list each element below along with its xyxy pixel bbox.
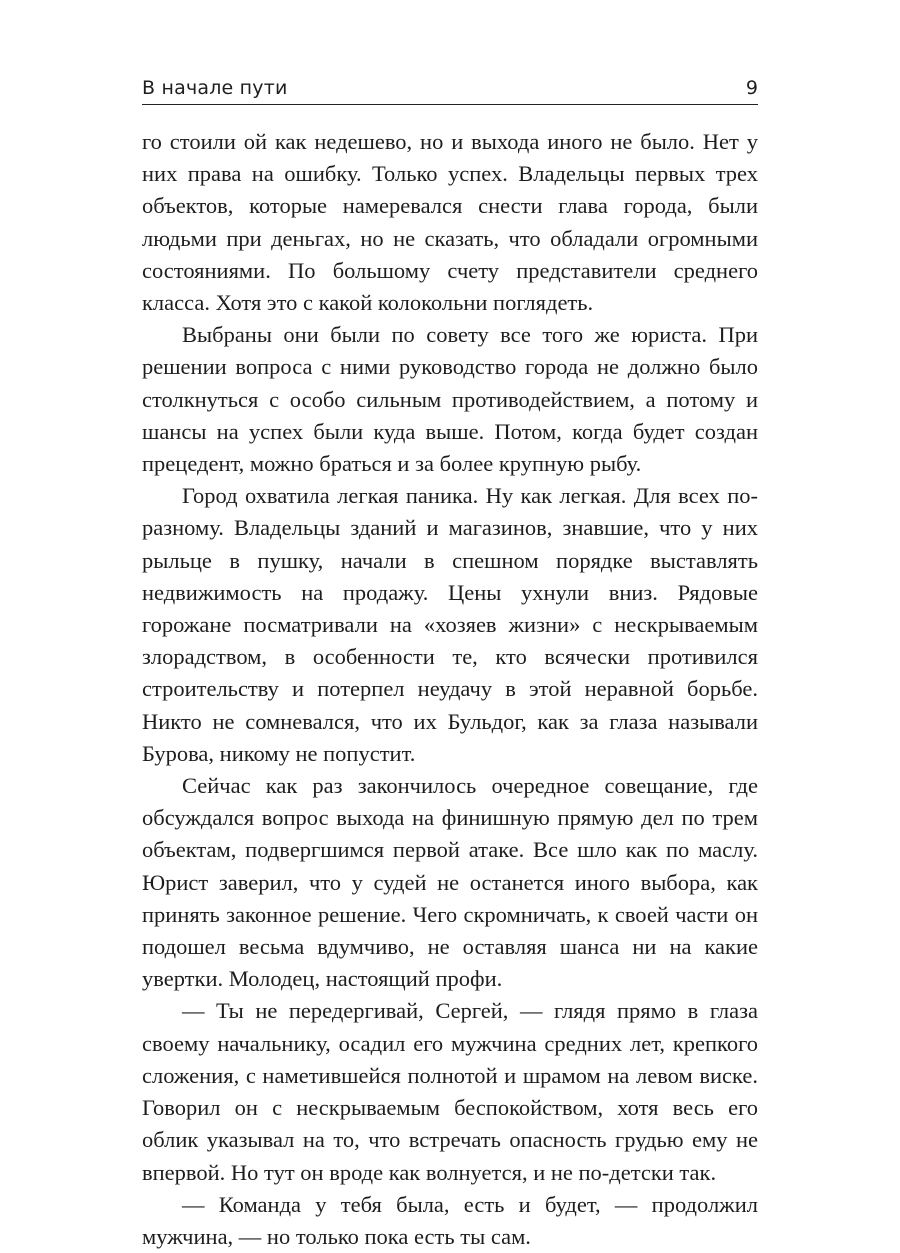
running-header [142, 74, 758, 105]
running-title: В начале пути [142, 77, 288, 99]
paragraph: Выбраны они были по совету все того же юриста. При решении вопроса с ними руководство города не должно было столкнуться с особо сильным противодействием, а потому и шансы на успех были куда выше. Потом, когда будет создан прецедент, можно браться и за более крупную рыбу. [142, 322, 758, 477]
page-number: 9 [745, 77, 758, 99]
body-text [142, 126, 758, 1253]
dialogue-paragraph: — Команда у тебя была, есть и будет, — продолжил мужчина, — но только пока есть ты сам. [142, 1191, 758, 1249]
paragraph-continuation: го стоили ой как недешево, но и выхода иного не было. Нет у них права на ошибку. Только успех. Владельцы первых трех объектов, которые намеревался снести глава города, были людьми при деньгах, но не сказать, что обладали огромными состояниями. По большому счету представители среднего класса. Хотя это с какой колокольни поглядеть. [142, 129, 758, 316]
dialogue-paragraph: — Ты не передергивай, Сергей, — глядя прямо в глаза своему начальнику, осадил его мужчина средних лет, крепкого сложения, с наметившейся полнотой и шрамом на левом виске. Говорил он с нескрываемым беспокойством, хотя весь его облик указывал на то, что встречать опасность грудью ему не впервой. Но тут он вроде как волнуется, и не по-детски так. [142, 998, 758, 1185]
paragraph: Город охватила легкая паника. Ну как легкая. Для всех по-разному. Владельцы зданий и магазинов, знавшие, что у них рыльце в пушку, начали в спешном порядке выставлять недвижимость на продажу. Цены ухнули вниз. Рядовые горожане посматривали на «хозяев жизни» с нескрываемым злорадством, в особенности те, кто всячески противился строительству и потерпел неудачу в этой неравной борьбе. Никто не сомневался, что их Бульдог, как за глаза называли Бурова, никому не попустит. [142, 483, 758, 766]
paragraph: Сейчас как раз закончилось очередное совещание, где обсуждался вопрос выхода на финишную прямую дел по трем объектам, подвергшимся первой атаке. Все шло как по маслу. Юрист заверил, что у судей не останется иного выбора, как принять законное решение. Чего скромничать, к своей части он подошел весьма вдумчиво, не оставляя шанса ни на какие увертки. Молодец, настоящий профи. [142, 773, 758, 992]
